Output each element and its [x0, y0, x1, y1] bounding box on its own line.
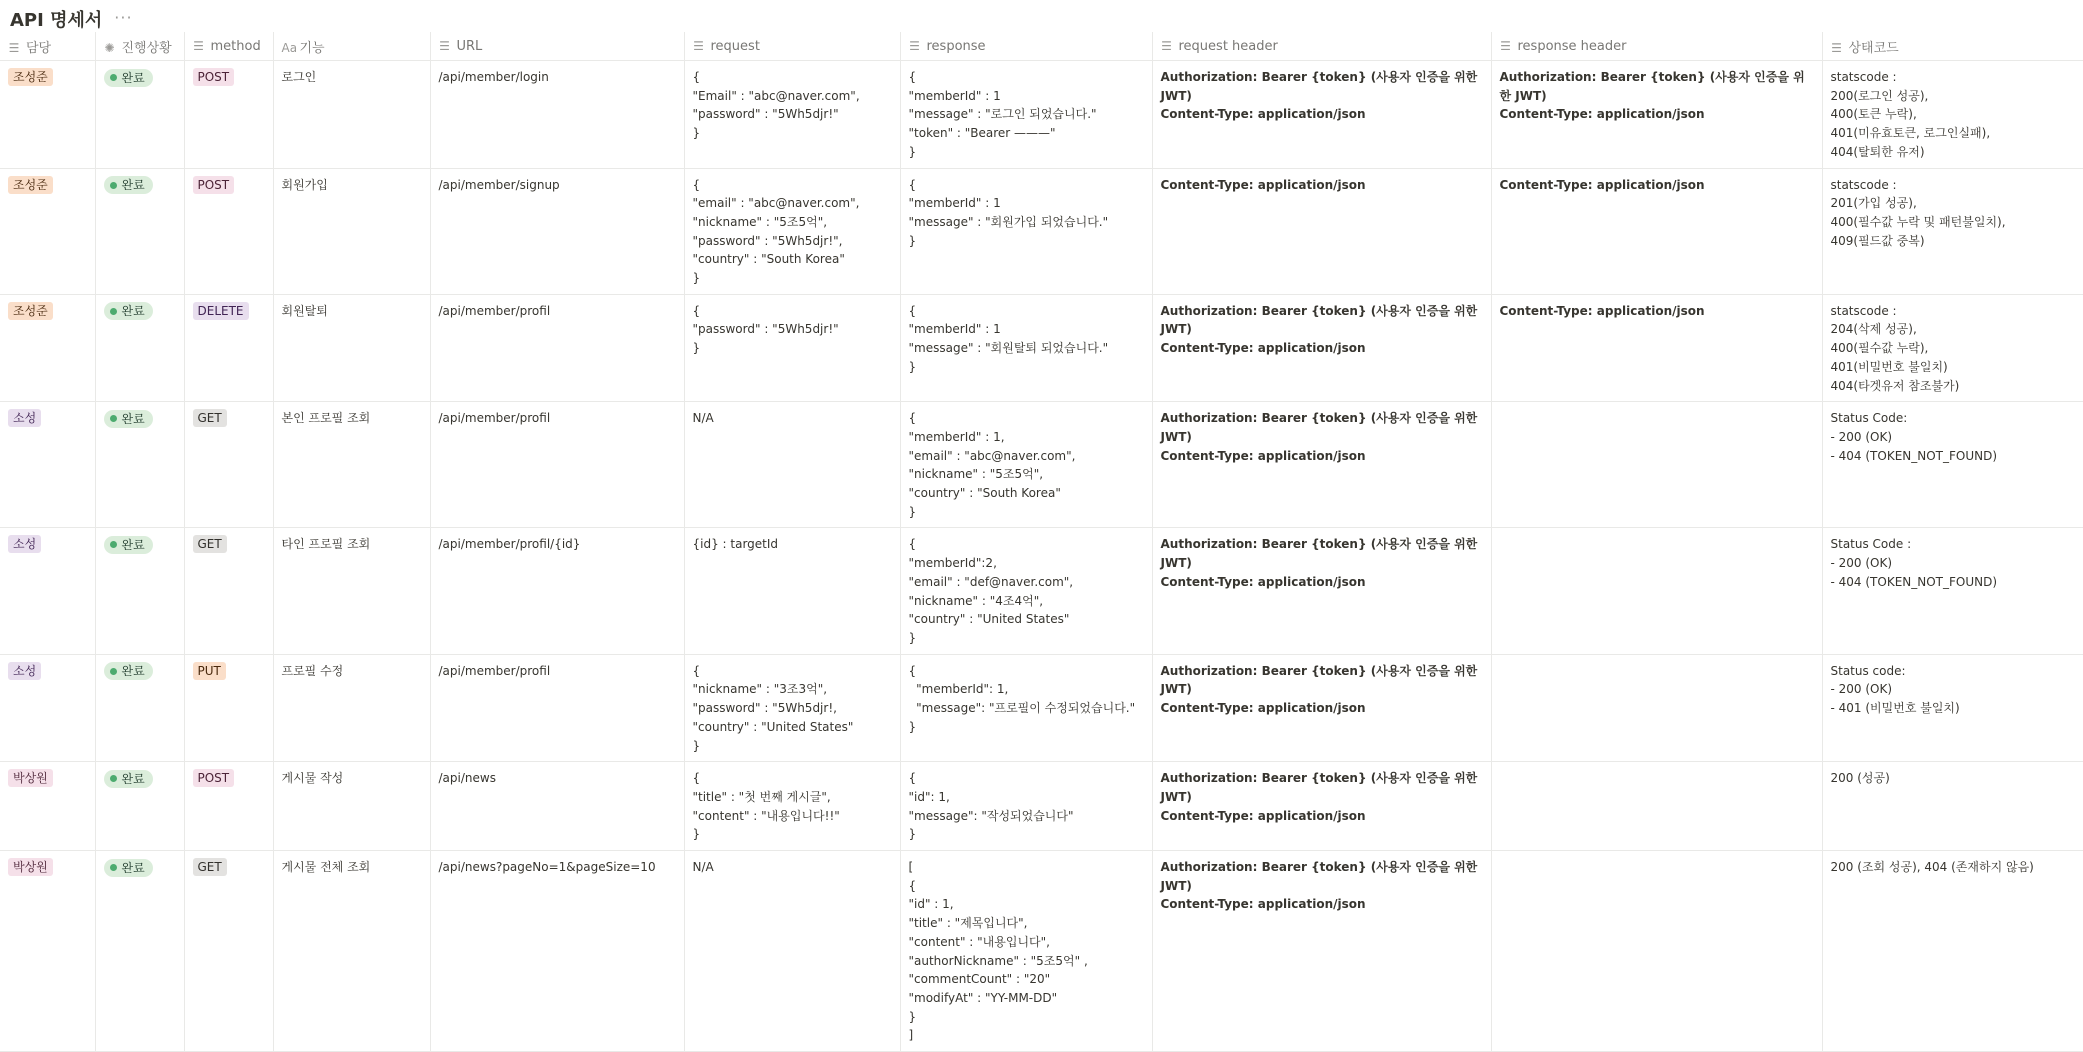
- cell-response[interactable]: [900, 851, 1152, 1052]
- cell-response-header-text: Content-Type: application/json: [1499, 303, 1705, 318]
- cell-url-text: /api/member/signup: [438, 177, 560, 192]
- cell-feature-text: 본인 프로필 조회: [281, 411, 371, 426]
- more-options-icon[interactable]: ···: [114, 7, 133, 27]
- column-header-label: response header: [1517, 38, 1627, 54]
- cell-status-code-text: statscode : 200(로그인 성공), 400(토큰 누락), 401(미유효토큰, 로그인실패), 404(탈퇴한 유저): [1830, 70, 1991, 159]
- status-label: 완료: [121, 771, 145, 786]
- method-tag: PUT: [193, 662, 226, 680]
- status-badge: [104, 410, 153, 428]
- owner-tag: 박상원: [8, 769, 53, 787]
- cell-feature-text: 게시물 작성: [281, 771, 344, 786]
- cell-request-text: { "nickname" : "3조3억", "password" : "5Wh5djr!, "country" : "United States" }: [692, 663, 854, 753]
- cell-request-text: { "password" : "5Wh5djr!" }: [692, 303, 839, 356]
- cell-url[interactable]: [430, 402, 684, 528]
- cell-owner[interactable]: [0, 851, 95, 1052]
- cell-feature[interactable]: [273, 762, 430, 851]
- cell-request-header-text: Authorization: Bearer {token} (사용자 인증을 위한 JWT) Content-Type: application/json: [1160, 537, 1478, 589]
- cell-request-header[interactable]: [1152, 168, 1491, 294]
- column-header-method[interactable]: [184, 32, 273, 61]
- cell-response-text: { "memberId" : 1 "message" : "회원가입 되었습니다." }: [908, 177, 1109, 248]
- column-header-label: request header: [1178, 38, 1278, 54]
- owner-tag: 조성준: [8, 302, 53, 320]
- cell-request-header-text: Authorization: Bearer {token} (사용자 인증을 위한 JWT) Content-Type: application/json: [1160, 860, 1478, 912]
- cell-response-header[interactable]: [1491, 61, 1822, 169]
- status-dot-icon: [110, 775, 117, 782]
- cell-request-header-text: Authorization: Bearer {token} (사용자 인증을 위한 JWT) Content-Type: application/json: [1160, 771, 1478, 823]
- cell-url-text: /api/member/login: [438, 70, 549, 84]
- column-header-label: method: [210, 38, 261, 54]
- cell-response-header[interactable]: [1491, 168, 1822, 294]
- cell-feature[interactable]: [273, 528, 430, 654]
- cell-request-header[interactable]: [1152, 654, 1491, 762]
- list-property-icon: ☰: [1161, 38, 1172, 53]
- cell-feature[interactable]: [273, 402, 430, 528]
- cell-status-code-text: Status Code : - 200 (OK) - 404 (TOKEN_NOT_FOUND): [1830, 537, 1998, 589]
- column-header-label: 상태코드: [1848, 40, 1899, 56]
- column-header-label: response: [926, 38, 986, 54]
- cell-response[interactable]: [900, 528, 1152, 654]
- cell-method[interactable]: [184, 168, 273, 294]
- cell-request[interactable]: [684, 402, 900, 528]
- list-property-icon: ☰: [1500, 38, 1511, 53]
- cell-progress[interactable]: [95, 762, 184, 851]
- cell-method[interactable]: [184, 654, 273, 762]
- cell-response-text: { "memberId":2, "email" : "def@naver.com", "nickname" : "4조4억", "country" : "United States" }: [908, 537, 1074, 645]
- cell-request-text: { "Email" : "abc@naver.com", "password" : "5Wh5djr!" }: [692, 70, 860, 141]
- cell-request-text: N/A: [692, 860, 714, 875]
- column-header-response[interactable]: [900, 32, 1152, 61]
- cell-url-text: /api/member/profil: [438, 303, 551, 318]
- cell-url-text: /api/news?pageNo=1&pageSize=10: [438, 860, 656, 875]
- column-header-status-code[interactable]: [1822, 32, 2083, 61]
- table-row[interactable]: [0, 61, 2083, 169]
- cell-response-header[interactable]: [1491, 294, 1822, 402]
- status-dot-icon: [110, 541, 117, 548]
- method-tag: GET: [193, 858, 227, 876]
- column-header-response-header[interactable]: [1491, 32, 1822, 61]
- status-dot-icon: [110, 182, 117, 189]
- cell-status-code-text: Status Code: - 200 (OK) - 404 (TOKEN_NOT_FOUND): [1830, 411, 1998, 463]
- cell-status-code-text: statscode : 204(삭제 성공), 400(필수값 누락), 401(비밀번호 불일치) 404(타겟유저 참조불가): [1830, 303, 1960, 393]
- owner-tag: 조성준: [8, 68, 53, 86]
- cell-url[interactable]: [430, 61, 684, 169]
- status-label: 완료: [121, 70, 145, 85]
- cell-response[interactable]: [900, 654, 1152, 762]
- table-row[interactable]: [0, 528, 2083, 654]
- owner-tag: 조성준: [8, 176, 53, 194]
- cell-response-header[interactable]: [1491, 402, 1822, 528]
- cell-request-text: {id} : targetId: [692, 537, 779, 552]
- cell-owner[interactable]: [0, 168, 95, 294]
- cell-status-code[interactable]: [1822, 168, 2083, 294]
- column-header-request-header[interactable]: [1152, 32, 1491, 61]
- cell-request[interactable]: [684, 528, 900, 654]
- cell-method[interactable]: [184, 294, 273, 402]
- cell-owner[interactable]: [0, 402, 95, 528]
- status-badge: [104, 69, 153, 87]
- method-tag: POST: [193, 68, 235, 86]
- status-dot-icon: [110, 415, 117, 422]
- cell-feature-text: 로그인: [281, 70, 317, 84]
- cell-request[interactable]: [684, 851, 900, 1052]
- status-dot-icon: [110, 74, 117, 81]
- cell-progress[interactable]: [95, 402, 184, 528]
- cell-owner[interactable]: [0, 528, 95, 654]
- cell-request-header-text: Authorization: Bearer {token} (사용자 인증을 위한 JWT) Content-Type: application/json: [1160, 663, 1478, 716]
- column-header-request[interactable]: [684, 32, 900, 61]
- table-body: [0, 61, 2083, 1052]
- cell-request-header-text: Authorization: Bearer {token} (사용자 인증을 위한 JWT) Content-Type: application/json: [1160, 303, 1478, 356]
- column-header-label: request: [710, 38, 760, 54]
- cell-request-header-text: Authorization: Bearer {token} (사용자 인증을 위한 JWT) Content-Type: application/json: [1160, 70, 1478, 122]
- title-bar: [10, 4, 133, 34]
- cell-feature-text: 게시물 전체 조회: [281, 860, 371, 875]
- cell-response-text: { "memberId" : 1, "email" : "abc@naver.com", "nickname" : "5조5억", "country" : "South Korea" }: [908, 411, 1076, 519]
- list-property-icon: ☰: [1831, 40, 1842, 55]
- status-badge: [104, 536, 153, 554]
- status-label: 완료: [121, 537, 145, 552]
- cell-feature-text: 회원가입: [281, 177, 328, 192]
- method-tag: POST: [193, 176, 235, 194]
- status-badge: [104, 662, 153, 680]
- cell-response-text: [ { "id" : 1, "title" : "제목입니다", "content" : "내용입니다", "authorNickname" : "5조5억" , "commentCount" : "20" "modifyAt" : "YY-MM-DD" } ]: [908, 860, 1088, 1043]
- cell-request[interactable]: [684, 168, 900, 294]
- table-row[interactable]: [0, 762, 2083, 851]
- column-header-label: 담당: [26, 40, 52, 56]
- cell-url-text: /api/member/profil: [438, 663, 551, 678]
- cell-request-header[interactable]: [1152, 294, 1491, 402]
- cell-url-text: /api/member/profil/{id}: [438, 537, 581, 552]
- column-header-label: URL: [456, 38, 483, 54]
- status-badge: [104, 176, 153, 194]
- cell-progress[interactable]: [95, 528, 184, 654]
- cell-response-header[interactable]: [1491, 851, 1822, 1052]
- cell-status-code-text: statscode : 201(가입 성공), 400(필수값 누락 및 패턴불일치), 409(필드값 중복): [1830, 177, 2006, 248]
- cell-method[interactable]: [184, 402, 273, 528]
- api-spec-table: [0, 32, 2083, 1052]
- cell-method[interactable]: [184, 528, 273, 654]
- cell-response-text: { "memberId": 1, "message": "프로필이 수정되었습니다." }: [908, 663, 1136, 734]
- table-header-row: [0, 32, 2083, 61]
- table-row[interactable]: [0, 402, 2083, 528]
- cell-status-code[interactable]: [1822, 61, 2083, 169]
- cell-response-text: { "memberId" : 1 "message" : "로그인 되었습니다." "token" : "Bearer ———" }: [908, 70, 1097, 159]
- list-property-icon: ☰: [439, 38, 450, 53]
- cell-method[interactable]: [184, 851, 273, 1052]
- list-property-icon: ☰: [909, 38, 920, 53]
- cell-feature[interactable]: [273, 851, 430, 1052]
- cell-request[interactable]: [684, 762, 900, 851]
- cell-url-text: /api/member/profil: [438, 411, 551, 426]
- cell-status-code[interactable]: [1822, 402, 2083, 528]
- cell-owner[interactable]: [0, 294, 95, 402]
- cell-url[interactable]: [430, 528, 684, 654]
- table-row[interactable]: [0, 851, 2083, 1052]
- cell-response-header-text: Content-Type: application/json: [1499, 177, 1705, 192]
- table-row[interactable]: [0, 654, 2083, 762]
- cell-url[interactable]: [430, 851, 684, 1052]
- cell-request-header[interactable]: [1152, 528, 1491, 654]
- cell-request-header-text: Content-Type: application/json: [1160, 177, 1366, 192]
- cell-request[interactable]: [684, 654, 900, 762]
- cell-progress[interactable]: [95, 61, 184, 169]
- cell-feature[interactable]: [273, 294, 430, 402]
- cell-progress[interactable]: [95, 168, 184, 294]
- cell-status-code-text: Status code: - 200 (OK) - 401 (비밀번호 불일치): [1830, 663, 1960, 716]
- cell-progress[interactable]: [95, 654, 184, 762]
- cell-url[interactable]: [430, 762, 684, 851]
- cell-status-code-text: 200 (조회 성공), 404 (존재하지 않음): [1830, 860, 2034, 875]
- cell-method[interactable]: [184, 61, 273, 169]
- cell-progress[interactable]: [95, 294, 184, 402]
- status-dot-icon: [110, 864, 117, 871]
- cell-progress[interactable]: [95, 851, 184, 1052]
- cell-url[interactable]: [430, 654, 684, 762]
- status-label: 완료: [121, 304, 145, 319]
- cell-feature[interactable]: [273, 654, 430, 762]
- cell-owner[interactable]: [0, 654, 95, 762]
- cell-request-text: N/A: [692, 411, 714, 426]
- cell-response-header[interactable]: [1491, 528, 1822, 654]
- owner-tag: 소성: [8, 535, 41, 553]
- method-tag: GET: [193, 409, 227, 427]
- cell-request-text: { "email" : "abc@naver.com", "nickname" : "5조5억", "password" : "5Wh5djr!", "country" : "South Korea" }: [692, 177, 860, 286]
- cell-request-header[interactable]: [1152, 61, 1491, 169]
- cell-request[interactable]: [684, 294, 900, 402]
- status-dot-icon: [110, 668, 117, 675]
- column-header-label: 진행상황: [121, 40, 172, 56]
- list-property-icon: ☰: [8, 40, 20, 55]
- cell-response-text: { "memberId" : 1 "message" : "회원탈퇴 되었습니다." }: [908, 303, 1109, 374]
- cell-method[interactable]: [184, 762, 273, 851]
- page-title: API 명세서: [10, 10, 103, 31]
- cell-owner[interactable]: [0, 61, 95, 169]
- cell-request-header[interactable]: [1152, 851, 1491, 1052]
- cell-owner[interactable]: [0, 762, 95, 851]
- cell-request-header[interactable]: [1152, 402, 1491, 528]
- cell-status-code[interactable]: [1822, 851, 2083, 1052]
- cell-response[interactable]: [900, 762, 1152, 851]
- cell-url-text: /api/news: [438, 771, 496, 786]
- cell-feature[interactable]: [273, 61, 430, 169]
- cell-feature[interactable]: [273, 168, 430, 294]
- status-label: 완료: [121, 664, 145, 679]
- status-dot-icon: [110, 308, 117, 315]
- list-property-icon: ☰: [693, 38, 704, 53]
- column-header-progress[interactable]: [95, 32, 184, 61]
- cell-response-header[interactable]: [1491, 762, 1822, 851]
- cell-response[interactable]: [900, 402, 1152, 528]
- cell-status-code-text: 200 (성공): [1830, 771, 1890, 786]
- cell-response[interactable]: [900, 168, 1152, 294]
- list-property-icon: ☰: [193, 38, 204, 53]
- cell-feature-text: 프로필 수정: [281, 663, 344, 678]
- column-header-owner[interactable]: [0, 32, 95, 61]
- table-row[interactable]: [0, 168, 2083, 294]
- column-header-label: 기능: [299, 40, 325, 56]
- cell-response-header-text: Authorization: Bearer {token} (사용자 인증을 위한 JWT) Content-Type: application/json: [1499, 70, 1805, 122]
- table-row[interactable]: [0, 294, 2083, 402]
- owner-tag: 소성: [8, 662, 41, 680]
- cell-response-text: { "id": 1, "message": "작성되었습니다" }: [908, 771, 1074, 842]
- cell-status-code[interactable]: [1822, 654, 2083, 762]
- cell-request[interactable]: [684, 61, 900, 169]
- method-tag: DELETE: [193, 302, 249, 320]
- cell-status-code[interactable]: [1822, 762, 2083, 851]
- column-header-feature[interactable]: [273, 32, 430, 61]
- cell-feature-text: 회원탈퇴: [281, 303, 328, 318]
- cell-status-code[interactable]: [1822, 294, 2083, 402]
- status-badge: [104, 302, 153, 320]
- owner-tag: 박상원: [8, 858, 53, 876]
- cell-request-header-text: Authorization: Bearer {token} (사용자 인증을 위한 JWT) Content-Type: application/json: [1160, 411, 1478, 463]
- status-label: 완료: [121, 178, 145, 193]
- cell-url[interactable]: [430, 168, 684, 294]
- cell-request-header[interactable]: [1152, 762, 1491, 851]
- cell-response[interactable]: [900, 61, 1152, 169]
- status-property-icon: ✺: [104, 40, 115, 55]
- cell-response-header[interactable]: [1491, 654, 1822, 762]
- cell-status-code[interactable]: [1822, 528, 2083, 654]
- column-header-url[interactable]: [430, 32, 684, 61]
- method-tag: POST: [193, 769, 235, 787]
- cell-request-text: { "title" : "첫 번째 게시글", "content" : "내용입니다!!" }: [692, 771, 840, 842]
- cell-feature-text: 타인 프로필 조회: [281, 537, 371, 552]
- text-property-icon: Aa: [281, 40, 298, 55]
- cell-response[interactable]: [900, 294, 1152, 402]
- status-label: 완료: [121, 411, 145, 426]
- status-badge: [104, 859, 153, 877]
- owner-tag: 소성: [8, 409, 41, 427]
- status-badge: [104, 770, 153, 788]
- status-label: 완료: [121, 860, 145, 875]
- cell-url[interactable]: [430, 294, 684, 402]
- method-tag: GET: [193, 535, 227, 553]
